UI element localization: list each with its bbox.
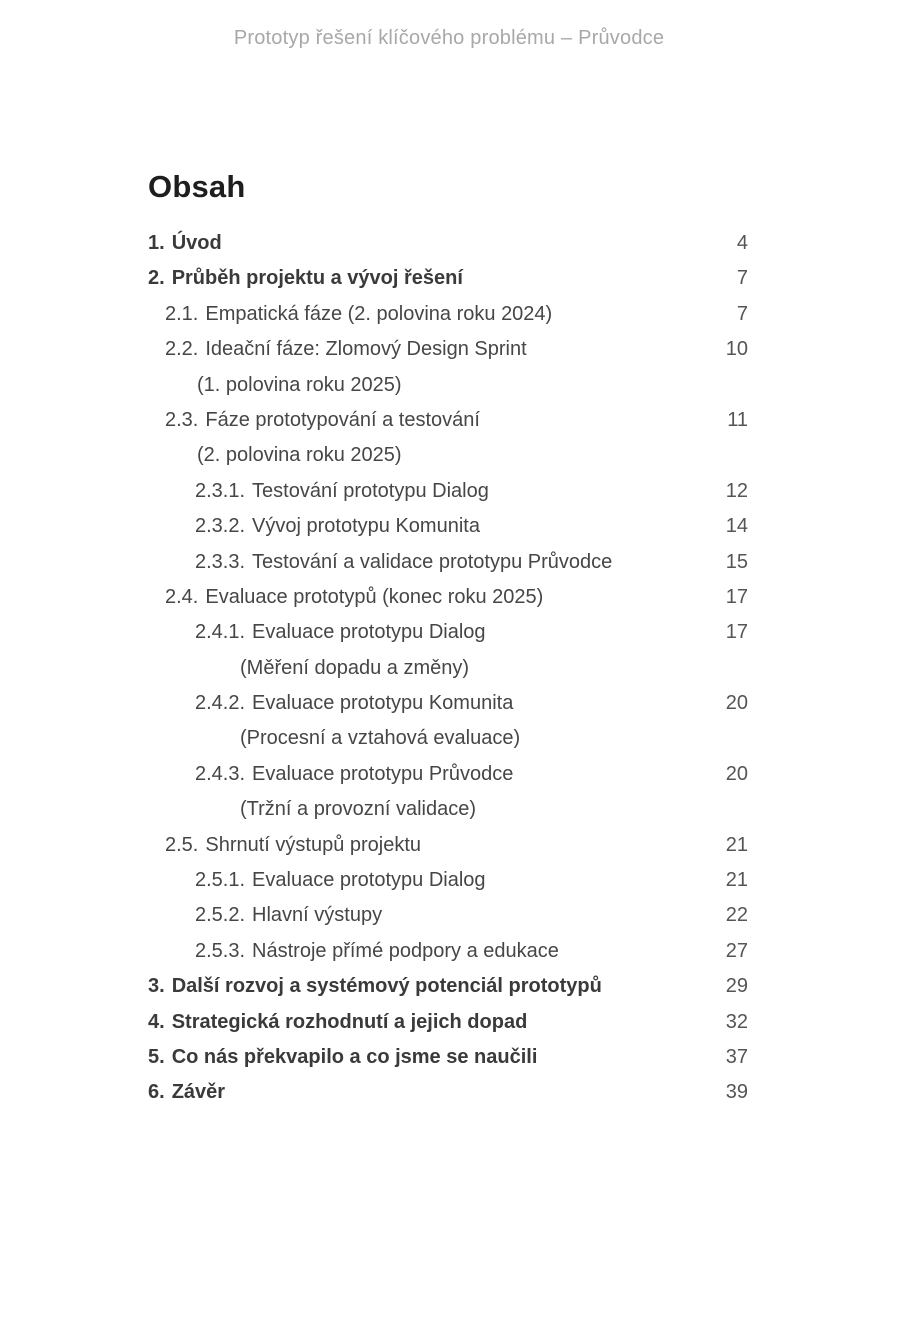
toc-entry[interactable] [148, 474, 748, 509]
toc-entry-title: Evaluace prototypu Dialog [252, 869, 486, 892]
toc-entry-title: Empatická fáze (2. polovina roku 2024) [205, 302, 553, 325]
toc-entry-number: 2.3.1. [195, 479, 246, 502]
toc-entry-number: 2.4.2. [195, 692, 246, 715]
toc-entry-page: 17 [725, 585, 748, 608]
toc-entry[interactable] [148, 332, 748, 367]
toc-entry[interactable] [148, 1005, 748, 1040]
table-of-contents [148, 226, 748, 1111]
toc-entry[interactable] [148, 828, 748, 863]
toc-entry-title: Vývoj prototypu Komunita [252, 515, 480, 538]
toc-entry-continuation [148, 721, 748, 756]
toc-entry-number: 2.5.1. [195, 869, 246, 892]
toc-entry-title: Testování a validace prototypu Průvodce [252, 550, 613, 573]
toc-entry-title: Fáze prototypování a testování [205, 408, 480, 431]
toc-entry-continuation-text: (Procesní a vztahová evaluace) [240, 727, 521, 750]
toc-entry-number: 2.1. [165, 302, 199, 325]
toc-entry-page: 11 [727, 408, 748, 431]
toc-entry-number: 2.3. [165, 408, 199, 431]
toc-entry[interactable] [148, 863, 748, 898]
toc-entry[interactable] [148, 898, 748, 933]
toc-entry[interactable] [148, 226, 748, 261]
toc-entry[interactable] [148, 509, 748, 544]
toc-entry-title: Evaluace prototypu Průvodce [252, 762, 514, 785]
toc-entry-number: 2.3.3. [195, 550, 246, 573]
toc-entry-page: 15 [725, 550, 748, 573]
toc-entry[interactable] [148, 934, 748, 969]
toc-entry-page: 12 [725, 479, 748, 502]
toc-entry[interactable] [148, 545, 748, 580]
toc-entry-number: 2.5. [165, 833, 199, 856]
toc-entry[interactable] [148, 297, 748, 332]
toc-entry-title: Průběh projektu a vývoj řešení [171, 267, 463, 290]
toc-entry-continuation [148, 368, 748, 403]
toc-entry-page: 37 [725, 1045, 748, 1068]
toc-entry[interactable] [148, 261, 748, 296]
toc-entry-number: 5. [148, 1045, 165, 1068]
toc-entry-page: 4 [736, 232, 748, 254]
page-title: Obsah [148, 168, 246, 204]
toc-entry[interactable] [148, 969, 748, 1004]
toc-entry-page: 29 [725, 975, 748, 998]
page-header: Prototyp řešení klíčového problému – Průvodce [233, 27, 665, 49]
toc-entry[interactable] [148, 403, 748, 438]
toc-entry-number: 2.5.3. [195, 939, 246, 962]
toc-entry-continuation-text: (Tržní a provozní validace) [240, 798, 477, 821]
toc-entry-title: Další rozvoj a systémový potenciál prototypů [171, 975, 602, 998]
toc-entry[interactable] [148, 615, 748, 650]
toc-entry-title: Ideační fáze: Zlomový Design Sprint [205, 338, 527, 361]
toc-entry[interactable] [148, 686, 748, 721]
toc-entry[interactable] [148, 1040, 748, 1075]
toc-entry-page: 32 [725, 1010, 748, 1033]
toc-entry-title: Evaluace prototypů (konec roku 2025) [205, 585, 544, 608]
toc-entry[interactable] [148, 757, 748, 792]
toc-entry-number: 1. [148, 232, 165, 254]
toc-entry-page: 14 [725, 515, 748, 538]
toc-entry-number: 2.3.2. [195, 515, 246, 538]
toc-entry-number: 2. [148, 267, 165, 290]
toc-entry-title: Závěr [171, 1081, 226, 1104]
toc-entry-title: Testování prototypu Dialog [252, 479, 489, 502]
toc-entry-page: 20 [725, 692, 748, 715]
toc-entry-title: Shrnutí výstupů projektu [205, 833, 422, 856]
toc-entry-title: Evaluace prototypu Dialog [252, 621, 486, 644]
toc-entry[interactable] [148, 580, 748, 615]
toc-entry-continuation [148, 792, 748, 827]
toc-entry-page: 10 [725, 338, 748, 361]
toc-entry-page: 22 [725, 904, 748, 927]
toc-entry-continuation-text: (2. polovina roku 2025) [197, 444, 402, 467]
toc-entry-number: 4. [148, 1010, 165, 1033]
toc-entry[interactable] [148, 1075, 748, 1110]
toc-entry-page: 21 [725, 833, 748, 856]
toc-entry-page: 20 [725, 762, 748, 785]
toc-entry-continuation [148, 651, 748, 686]
toc-entry-number: 2.4.3. [195, 762, 246, 785]
toc-entry-number: 6. [148, 1081, 165, 1104]
toc-entry-title: Evaluace prototypu Komunita [252, 692, 514, 715]
toc-entry-page: 27 [725, 939, 748, 962]
toc-entry-page: 17 [725, 621, 748, 644]
toc-entry-continuation [148, 438, 748, 473]
toc-entry-title: Úvod [171, 232, 222, 254]
toc-entry-page: 21 [725, 869, 748, 892]
toc-entry-number: 2.4.1. [195, 621, 246, 644]
toc-entry-title: Strategická rozhodnutí a jejich dopad [171, 1010, 528, 1033]
toc-entry-title: Nástroje přímé podpory a edukace [252, 939, 559, 962]
toc-entry-continuation-text: (Měření dopadu a změny) [240, 656, 470, 679]
toc-entry-number: 2.5.2. [195, 904, 246, 927]
toc-entry-number: 2.4. [165, 585, 199, 608]
toc-entry-number: 2.2. [165, 338, 199, 361]
toc-entry-title: Hlavní výstupy [252, 904, 383, 927]
toc-entry-page: 39 [725, 1081, 748, 1104]
toc-entry-page: 7 [736, 302, 748, 325]
toc-entry-continuation-text: (1. polovina roku 2025) [197, 373, 402, 396]
toc-entry-page: 7 [736, 267, 748, 290]
toc-entry-title: Co nás překvapilo a co jsme se naučili [171, 1045, 538, 1068]
toc-entry-number: 3. [148, 975, 165, 998]
